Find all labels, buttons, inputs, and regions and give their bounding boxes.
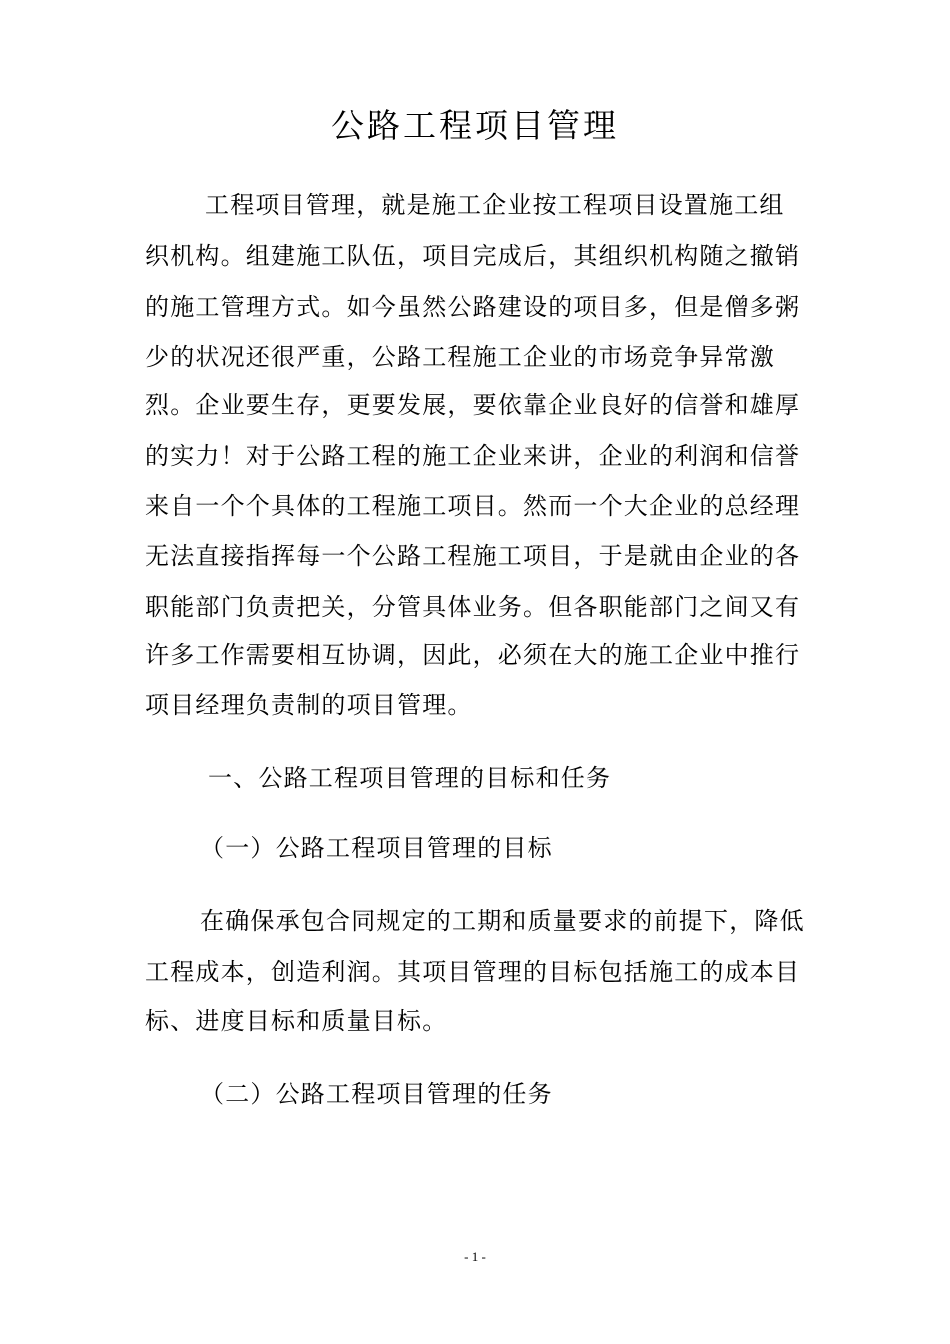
intro-line: 许多工作需要相互协调，因此，必须在大的施工企业中推行 bbox=[145, 641, 801, 669]
page-number: - 1 - bbox=[464, 1249, 486, 1264]
intro-line: 项目经理负责制的项目管理。 bbox=[145, 691, 473, 719]
intro-line: 职能部门负责把关，分管具体业务。但各职能部门之间又有 bbox=[145, 593, 801, 621]
intro-line: 织机构。组建施工队伍，项目完成后，其组织机构随之撤销 bbox=[145, 242, 801, 270]
document-title: 公路工程项目管理 bbox=[331, 106, 619, 145]
body-line: 在确保承包合同规定的工期和质量要求的前提下，降低 bbox=[200, 907, 805, 935]
intro-line: 工程项目管理，就是施工企业按工程项目设置施工组 bbox=[205, 191, 785, 219]
intro-line: 来自一个个具体的工程施工项目。然而一个大企业的总经理 bbox=[145, 492, 801, 520]
intro-line: 的施工管理方式。如今虽然公路建设的项目多，但是僧多粥 bbox=[145, 293, 801, 321]
body-line: 工程成本，创造利润。其项目管理的目标包括施工的成本目 bbox=[145, 958, 801, 986]
subsection-heading: （二）公路工程项目管理的任务 bbox=[200, 1080, 553, 1108]
intro-line: 烈。企业要生存，更要发展，要依靠企业良好的信誉和雄厚 bbox=[145, 391, 801, 419]
section-heading: 一、公路工程项目管理的目标和任务 bbox=[208, 764, 612, 792]
subsection-heading: （一）公路工程项目管理的目标 bbox=[200, 834, 553, 862]
intro-line: 少的状况还很严重，公路工程施工企业的市场竞争异常激 bbox=[145, 343, 775, 371]
intro-line: 的实力！对于公路工程的施工企业来讲，企业的利润和信誉 bbox=[145, 442, 801, 470]
body-line: 标、进度目标和质量目标。 bbox=[145, 1007, 448, 1035]
intro-line: 无法直接指挥每一个公路工程施工项目，于是就由企业的各 bbox=[145, 542, 801, 570]
